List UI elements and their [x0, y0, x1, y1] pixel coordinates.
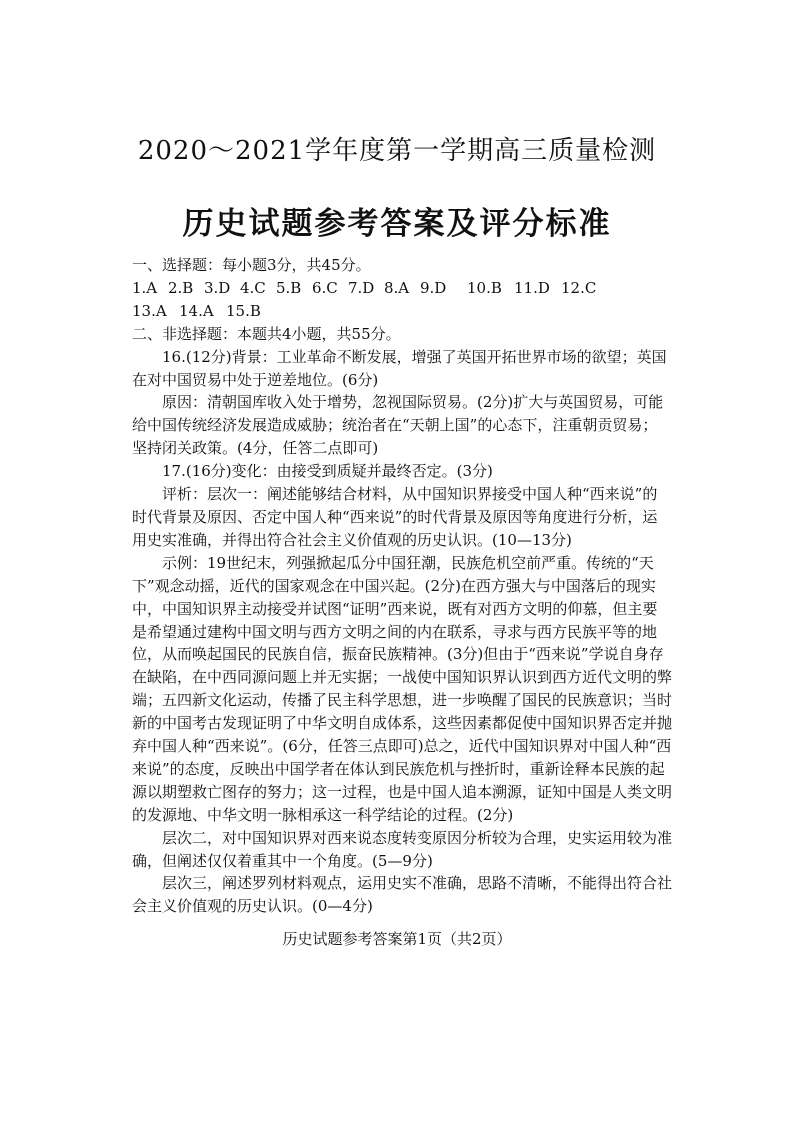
q17-level-3: 层次三，阐述罗列材料观点，运用史实不准确，思路不清晰，不能得出符合社会主义价值观的历史认识。(0—4分) [132, 874, 673, 916]
section-1-heading: 一、选择题：每小题3分，共45分。 [132, 256, 371, 274]
answer-body [132, 254, 672, 918]
answer-item: 4.C [240, 278, 266, 297]
answer-item: 1.A [132, 278, 158, 297]
answer-item: 11.D [514, 278, 550, 297]
answer-item: 7.D [348, 278, 375, 297]
answer-item: 2.B [168, 278, 194, 297]
q16-background: 16.(12分)背景：工业革命不断发展，增强了英国开拓世界市场的欲望；英国在对中国贸易中处于逆差地位。(6分) [132, 347, 667, 389]
q17-level-1: 评析：层次一：阐述能够结合材料，从中国知识界接受中国人种“西来说”的时代背景及原因、否定中国人种“西来说”的时代背景及原因等角度进行分析，运用史实准确，并得出符合社会主义价值观的历史认识。(10—13分) [132, 485, 658, 549]
q17-change: 17.(16分)变化：由接受到质疑并最终否定。(3分) [162, 462, 493, 481]
answer-item: 13.A [132, 301, 167, 320]
answer-item: 3.D [204, 278, 231, 297]
page-footer: 历史试题参考答案第1页（共2页） [282, 930, 512, 948]
choice-answers-row-2 [132, 300, 672, 323]
q17-level-2: 层次二，对中国知识界对西来说态度转变原因分析较为合理，史实运用较为准确，但阐述仅仅着重其中一个角度。(5—9分) [132, 828, 673, 870]
q17-example: 示例：19世纪末，列强掀起瓜分中国狂潮，民族危机空前严重。传统的“天下”观念动摇，近代的国家观念在中国兴起。(2分)在西方强大与中国落后的现实中，中国知识界主动接受并试图“证明”西来说，既有对西方文明的仰慕，但主要是希望通过建构中国文明与西方文明之间的内在联系，寻求与西方民族平等的地位，从而唤起国民的民族自信，振奋民族精神。(3分)但由于“西来说”学说自身存在缺陷，在中西同源问题上并无实据；一战使中国知识界认识到西方近代文明的弊端；五四新文化运动，传播了民主科学思想，进一步唤醒了国民的民族意识；当时新的中国考古发现证明了中华文明自成体系，这些因素都促使中国知识界否定并抛弃中国人种“西来说”。(6分，任答三点即可)总之，近代中国知识界对中国人种“西来说”的态度，反映出中国学者在体认到民族危机与挫折时，重新诠释本民族的起源以期塑救亡图存的努力；这一过程，也是中国人追本溯源，证知中国是人类文明的发源地、中华文明一脉相承这一科学结论的过程。(2分) [132, 553, 673, 824]
answer-item: 14.A [179, 301, 214, 320]
answer-item: 12.C [561, 278, 597, 297]
q16-reason: 原因：清朝国库收入处于增势，忽视国际贸易。(2分)扩大与英国贸易，可能给中国传统经济发展造成威胁；统治者在“天朝上国”的心态下，注重朝贡贸易；坚持闭关政策。(4分，任答二点即可) [132, 393, 664, 458]
answer-key-title: 历史试题参考答案及评分标准 [182, 206, 612, 242]
answer-item: 6.C [312, 278, 338, 297]
answer-item: 9.D [420, 278, 447, 297]
answer-item: 5.B [276, 278, 302, 297]
choice-answers-row-1 [132, 277, 672, 300]
answer-item: 8.A [384, 278, 410, 297]
section-2-heading: 二、非选择题：本题共4小题，共55分。 [132, 324, 401, 343]
exam-title: 2020～2021学年度第一学期高三质量检测 [137, 136, 657, 166]
answer-item: 15.B [226, 301, 261, 320]
answer-item: 10.B [467, 278, 502, 297]
